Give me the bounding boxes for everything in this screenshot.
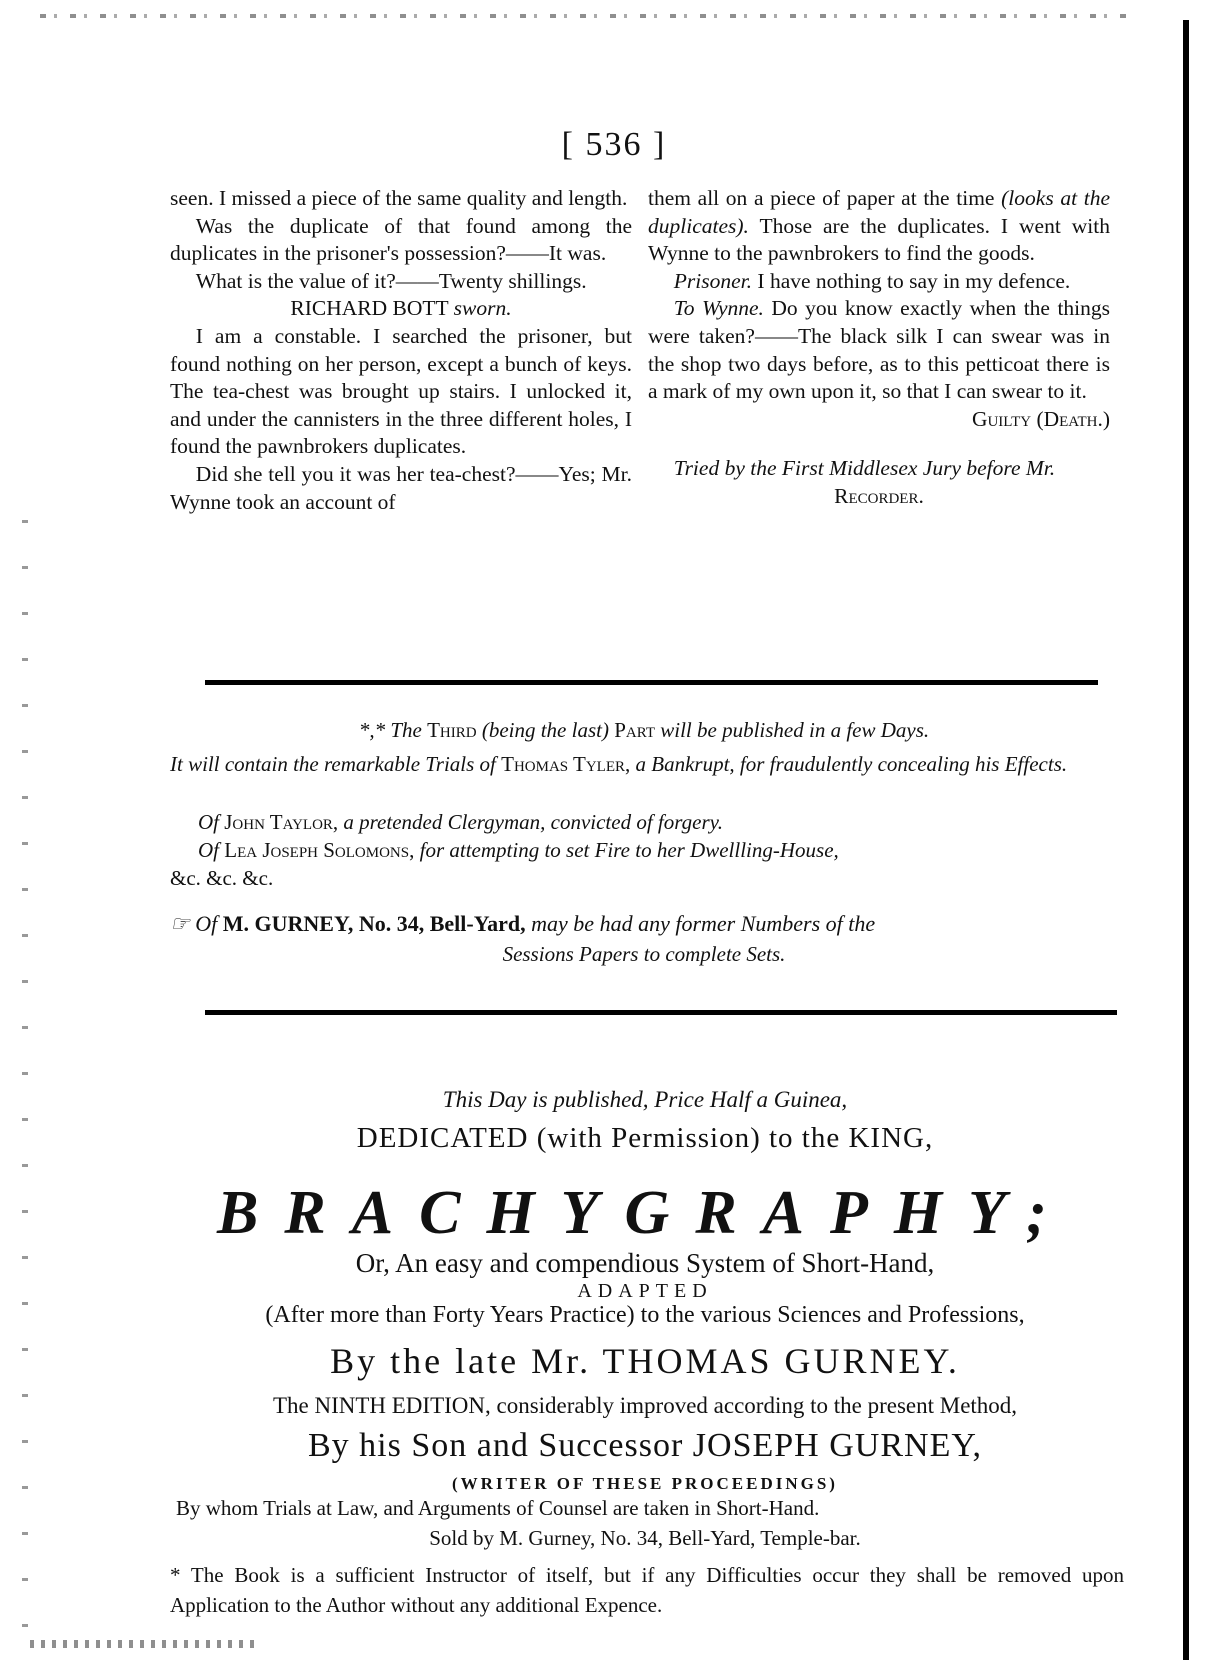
text-run: (being the last)	[481, 718, 609, 742]
text-run: Of	[198, 838, 219, 862]
advert-trials: By whom Trials at Law, and Arguments of Counsel are taken in Short-Hand.	[176, 1496, 820, 1520]
tried-by: Tried by the First Middlesex Jury before Mr.	[673, 456, 1056, 481]
speaker-label: To Wynne.	[673, 296, 764, 321]
text-run: Thomas Tyler,	[501, 752, 631, 776]
advert-edition: The NINTH EDITION, considerably improved according to the present Method,	[272, 1393, 1018, 1418]
notice-taylor	[170, 808, 1146, 836]
text-run: Those are the duplicates. I went with Wynne to the pawnbrokers to find the goods.	[648, 213, 1110, 266]
advert-subtitle: Or, An easy and compendious System of Short-Hand,	[355, 1248, 935, 1278]
text-run: It will contain the remarkable Trials of	[170, 752, 496, 776]
right-column	[648, 185, 1110, 511]
paragraph	[648, 268, 1110, 296]
divider-rule	[205, 1010, 1117, 1015]
advert-dedicated: DEDICATED (with Permission) to the KING,	[356, 1122, 934, 1154]
divider-rule	[205, 680, 1098, 685]
text-run: Lea Joseph Solomons,	[224, 838, 415, 862]
advert-writer: (WRITER OF THESE PROCEEDINGS)	[452, 1474, 838, 1493]
advert-sold: Sold by M. Gurney, No. 34, Bell-Yard, Temple-bar.	[429, 1526, 861, 1550]
page-edge-shadow	[1183, 20, 1189, 1660]
text-run: I have nothing to say in my defence.	[757, 268, 1071, 293]
scan-noise-left	[22, 520, 28, 1640]
advert-title: BRACHYGRAPHY;	[217, 1179, 1073, 1247]
speaker-label: Prisoner.	[673, 268, 753, 293]
text-run: them all on a piece of paper at the time	[648, 186, 995, 210]
page-number: [ 536 ]	[561, 126, 667, 163]
notice-gurney	[170, 910, 1118, 938]
paragraph: Was the duplicate of that found among the duplicates in the prisoner's possession?——It was.	[170, 213, 632, 266]
notice-solomons	[170, 836, 1118, 864]
text-run: Part	[614, 718, 655, 742]
text-run: Third	[427, 718, 477, 742]
paragraph: I am a constable. I searched the prisoner, but found nothing on her person, except a bunch of keys. The tea-chest was brought up stairs. I unlocked it, and under the cannisters in the three different holes, I found the pawnbrokers duplicates.	[170, 323, 632, 459]
text-run: Of	[198, 810, 219, 834]
advert-adapted: ADAPTED	[577, 1280, 713, 1302]
scan-noise-bottom	[30, 1640, 260, 1648]
paragraph: Did she tell you it was her tea-chest?——Yes; Mr. Wynne took an account of	[170, 461, 632, 514]
text-run: *,* The	[358, 718, 422, 742]
advert-practice: (After more than Forty Years Practice) to the various Sciences and Professions,	[265, 1302, 1025, 1328]
notice-third-part	[170, 716, 1118, 744]
advert-successor: By his Son and Successor JOSEPH GURNEY,	[307, 1427, 983, 1464]
advert-author: By the late Mr. THOMAS GURNEY.	[330, 1341, 960, 1381]
text-run: John Taylor,	[224, 810, 339, 834]
text-run: Do you know exactly when the things were taken?——The black silk I can swear was in the shop two days before, as to this petticoat there is a mark of my own upon it, so that I can swear to it.	[648, 296, 1111, 404]
advert-note: * The Book is a sufficient Instructor of itself, but if any Difficulties occur they shall be removed upon Application to the Author without any additional Expence.	[170, 1563, 1124, 1617]
witness-heading	[170, 295, 632, 323]
verdict: Guilty (Death.)	[971, 406, 1110, 431]
advert-published: This Day is published, Price Half a Guinea,	[442, 1087, 848, 1112]
paragraph	[648, 295, 1110, 405]
notice-sessions: Sessions Papers to complete Sets.	[502, 942, 786, 966]
scan-noise-top	[40, 14, 1130, 18]
text-run: a Bankrupt, for fraudulently concealing his Effects.	[635, 752, 1068, 776]
paragraph: seen. I missed a piece of the same quality and length.	[170, 186, 628, 210]
stage-direction: (looks at the duplicates).	[648, 186, 1110, 238]
text-run: a pretended Clergyman, convicted of forgery.	[343, 810, 724, 834]
notice-tyler	[170, 750, 1118, 778]
paragraph	[648, 185, 1110, 268]
text-run: M. GURNEY, No. 34, Bell-Yard,	[222, 911, 526, 936]
witness-name: RICHARD BOTT	[290, 296, 449, 321]
text-run: ☞ Of	[170, 911, 218, 936]
text-run: for attempting to set Fire to her Dwellling-House,	[419, 838, 839, 862]
notice-etc: &c. &c. &c.	[170, 866, 274, 890]
witness-sworn: sworn.	[453, 296, 512, 321]
paragraph: What is the value of it?——Twenty shillings.	[195, 268, 587, 293]
left-column	[170, 185, 632, 516]
text-run: may be had any former Numbers of the	[531, 911, 876, 936]
recorder: Recorder.	[834, 483, 924, 508]
text-run: will be published in a few Days.	[660, 718, 930, 742]
